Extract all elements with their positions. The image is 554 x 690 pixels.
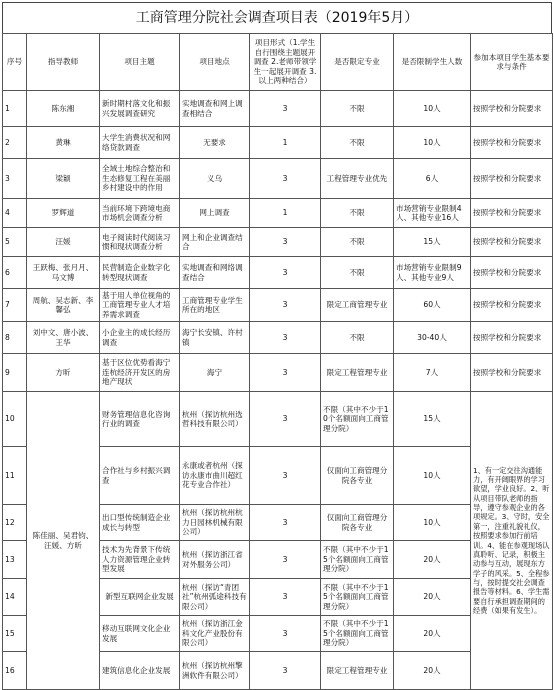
- cell-requirement: 按照学校和分院要求: [471, 289, 553, 322]
- cell-topic: 技术为先背景下传统人力资源管理企业转型发展: [100, 541, 180, 579]
- cell-topic: 民营制造企业数字化转型现状调查: [100, 257, 180, 289]
- cell-form: 3: [250, 354, 321, 392]
- cell-no: 11: [3, 447, 27, 505]
- header-limit: 是否限制学生人数: [394, 34, 471, 91]
- cell-requirement: 按照学校和分院要求: [471, 354, 553, 392]
- cell-form: 3: [250, 91, 321, 127]
- cell-topic: 出口型传统制造企业成长与转型: [100, 505, 180, 541]
- cell-no: 3: [3, 159, 27, 199]
- cell-topic: 财务管理信息化咨询行业的调查: [100, 392, 180, 447]
- header-requirement: 参加本项目学生基本要求与条件: [471, 34, 553, 91]
- cell-teacher-merged: 陈佳丽、吴君钧、汪媛、方昕: [27, 392, 100, 690]
- cell-no: 1: [3, 91, 27, 127]
- header-teacher: 指导教师: [27, 34, 100, 91]
- project-table: [2, 33, 553, 690]
- cell-place: 实地调查和网络调查结合: [180, 257, 250, 289]
- cell-limit: 7人: [394, 354, 471, 392]
- cell-place: 杭州（探访“青团社”杭州弧途科技有限公司）: [180, 579, 250, 616]
- cell-limit: 6人: [394, 159, 471, 199]
- cell-major: 不限: [321, 322, 394, 354]
- cell-teacher: 罗辉道: [27, 199, 100, 228]
- cell-place: 无要求: [180, 127, 250, 159]
- cell-teacher: 刘中文、唐小波、王华: [27, 322, 100, 354]
- cell-place: 杭州（探访杭州杭力日园林机械有限公司）: [180, 505, 250, 541]
- table-row: [3, 159, 553, 199]
- cell-place: 杭州（探访浙江省对外服务公司）: [180, 541, 250, 579]
- cell-form: 3: [250, 505, 321, 541]
- cell-form: 3: [250, 392, 321, 447]
- table-row: [3, 228, 553, 257]
- cell-no: 12: [3, 505, 27, 541]
- cell-major: 不限: [321, 127, 394, 159]
- cell-teacher: 黄琳: [27, 127, 100, 159]
- cell-place: 永康或者杭州（探访永康市曲川超红花专业合作社）: [180, 447, 250, 505]
- cell-topic: 当前环境下跨境电商市场机会调查分析: [100, 199, 180, 228]
- cell-major: 不限: [321, 257, 394, 289]
- cell-limit: 60人: [394, 289, 471, 322]
- cell-no: 2: [3, 127, 27, 159]
- cell-limit: 10人: [394, 91, 471, 127]
- cell-limit: 15人: [394, 392, 471, 447]
- header-row: [3, 34, 553, 91]
- cell-topic: 新型互联网企业发展: [100, 579, 180, 616]
- cell-no: 13: [3, 541, 27, 579]
- cell-form: 3: [250, 159, 321, 199]
- cell-topic: 电子阅读时代阅读习惯和现状调查分析: [100, 228, 180, 257]
- table-row: [3, 354, 553, 392]
- cell-requirement: 按照学校和分院要求: [471, 127, 553, 159]
- cell-teacher: 方昕: [27, 354, 100, 392]
- cell-limit: 市场营销专业限制9人、其他专业9人: [394, 257, 471, 289]
- cell-limit: 市场营销专业限制4人、其他专业16人: [394, 199, 471, 228]
- cell-major: 仅面向工商管理分院各专业: [321, 447, 394, 505]
- cell-topic: 新时期村落文化和振兴发展调查研究: [100, 91, 180, 127]
- cell-topic: 小企业主的成长经历调查: [100, 322, 180, 354]
- cell-limit: 10人: [394, 447, 471, 505]
- cell-topic: 全域土地综合整治和生态修复工程在美丽乡村建设中的作用: [100, 159, 180, 199]
- cell-form: 3: [250, 322, 321, 354]
- cell-limit: 20人: [394, 652, 471, 690]
- cell-teacher: 汪媛: [27, 228, 100, 257]
- table-row: [3, 392, 553, 447]
- cell-place: 网上调查: [180, 199, 250, 228]
- cell-major: 不限（其中不少于15个名额面向工商管理分院）: [321, 616, 394, 652]
- cell-place: 义乌: [180, 159, 250, 199]
- cell-no: 8: [3, 322, 27, 354]
- cell-form: 3: [250, 541, 321, 579]
- cell-no: 16: [3, 652, 27, 690]
- table-row: [3, 91, 553, 127]
- cell-teacher: 王跃梅、张月月、马文博: [27, 257, 100, 289]
- cell-requirement: 按照学校和分院要求: [471, 199, 553, 228]
- cell-teacher: 陈东湘: [27, 91, 100, 127]
- sheet-title: 工商管理分院社会调查项目表（2019年5月）: [2, 2, 552, 33]
- cell-form: 3: [250, 289, 321, 322]
- cell-major: 限定工程管理专业: [321, 652, 394, 690]
- cell-no: 6: [3, 257, 27, 289]
- cell-topic: 大学生消费状况和网络贷款调查: [100, 127, 180, 159]
- cell-no: 9: [3, 354, 27, 392]
- table-row: [3, 257, 553, 289]
- table-row: [3, 322, 553, 354]
- header-major: 是否限定专业: [321, 34, 394, 91]
- cell-requirement-merged: 1、有一定交往沟通能力，有开阔眼界的学习欲望，学业良好。2、听从项目带队老师的指导，遵守参观企业的各项规定。3、守时，安全第一，注重礼貌礼仪，按照要求参加行前培训。4、能在参观现场认真聆听、记录，积极主动参与互动，展现东方学子的风采。5、全程参与，按时提交社会调查报告等材料。6、学生需要自行承担调查期间的经费（如果有发生）。: [471, 392, 553, 690]
- cell-no: 10: [3, 392, 27, 447]
- cell-form: 3: [250, 579, 321, 616]
- cell-topic: 合作社与乡村振兴调查: [100, 447, 180, 505]
- cell-form: 3: [250, 652, 321, 690]
- table-row: [3, 199, 553, 228]
- header-place: 项目地点: [180, 34, 250, 91]
- cell-limit: 20人: [394, 579, 471, 616]
- cell-form: 1: [250, 127, 321, 159]
- cell-topic: 基于用人单位视角的工商管理专业人才培养需求调查: [100, 289, 180, 322]
- cell-major: 不限: [321, 199, 394, 228]
- cell-limit: 10人: [394, 505, 471, 541]
- cell-place: 海宁长安镇、许村镇: [180, 322, 250, 354]
- cell-form: 1: [250, 199, 321, 228]
- cell-topic: 移动互联网文化企业发展: [100, 616, 180, 652]
- cell-place: 工商管理专业学生所在的地区: [180, 289, 250, 322]
- cell-requirement: 按照学校和分院要求: [471, 159, 553, 199]
- table-row: [3, 127, 553, 159]
- cell-major: 限定工商管理专业: [321, 289, 394, 322]
- cell-major: 不限: [321, 91, 394, 127]
- cell-major: 不限: [321, 228, 394, 257]
- header-no: 序号: [3, 34, 27, 91]
- cell-no: 4: [3, 199, 27, 228]
- cell-limit: 20人: [394, 616, 471, 652]
- cell-no: 7: [3, 289, 27, 322]
- cell-major: 限定工程管理专业: [321, 354, 394, 392]
- cell-place: 杭州（探访浙江金科文化产业股份有限公司）: [180, 616, 250, 652]
- cell-major: 不限（其中不少于15个名额面向工商管理分院）: [321, 541, 394, 579]
- cell-major: 不限（其中不少于15个名额面向工商管理分院）: [321, 579, 394, 616]
- cell-teacher: 梁颖: [27, 159, 100, 199]
- cell-major: 工程管理专业优先: [321, 159, 394, 199]
- cell-place: 网上和企业调查结合: [180, 228, 250, 257]
- cell-form: 3: [250, 616, 321, 652]
- cell-major: 不限（其中不少于10个名额面向工商管理分院）: [321, 392, 394, 447]
- cell-place: 杭州（探访杭州选哲科技有限公司）: [180, 392, 250, 447]
- cell-limit: 15人: [394, 228, 471, 257]
- cell-place: 海宁: [180, 354, 250, 392]
- cell-limit: 10人: [394, 127, 471, 159]
- cell-no: 5: [3, 228, 27, 257]
- cell-requirement: 按照学校和分院要求: [471, 91, 553, 127]
- cell-major: 仅面向工商管理分院各专业: [321, 505, 394, 541]
- cell-topic: 基于区位优势看海宁连杭经济开发区的房地产现状: [100, 354, 180, 392]
- cell-place: 杭州（探访杭州擎洲软件有限公司）: [180, 652, 250, 690]
- cell-topic: 建筑信息化企业发展: [100, 652, 180, 690]
- cell-requirement: 按照学校和分院要求: [471, 228, 553, 257]
- cell-requirement: 按照学校和分院要求: [471, 322, 553, 354]
- cell-limit: 20人: [394, 541, 471, 579]
- cell-requirement: 按照学校和分院要求: [471, 257, 553, 289]
- header-form: 项目形式（1.学生自行围绕主题展开调查 2.老师带领学生一起展开调查 3.以上两种结合）: [250, 34, 321, 91]
- cell-form: 3: [250, 447, 321, 505]
- cell-teacher: 周航、吴志新、李馨弘: [27, 289, 100, 322]
- table-row: [3, 289, 553, 322]
- cell-form: 3: [250, 228, 321, 257]
- cell-form: 3: [250, 257, 321, 289]
- cell-no: 14: [3, 579, 27, 616]
- cell-no: 15: [3, 616, 27, 652]
- cell-limit: 30-40人: [394, 322, 471, 354]
- header-topic: 项目主题: [100, 34, 180, 91]
- cell-place: 实地调查和网上调查相结合: [180, 91, 250, 127]
